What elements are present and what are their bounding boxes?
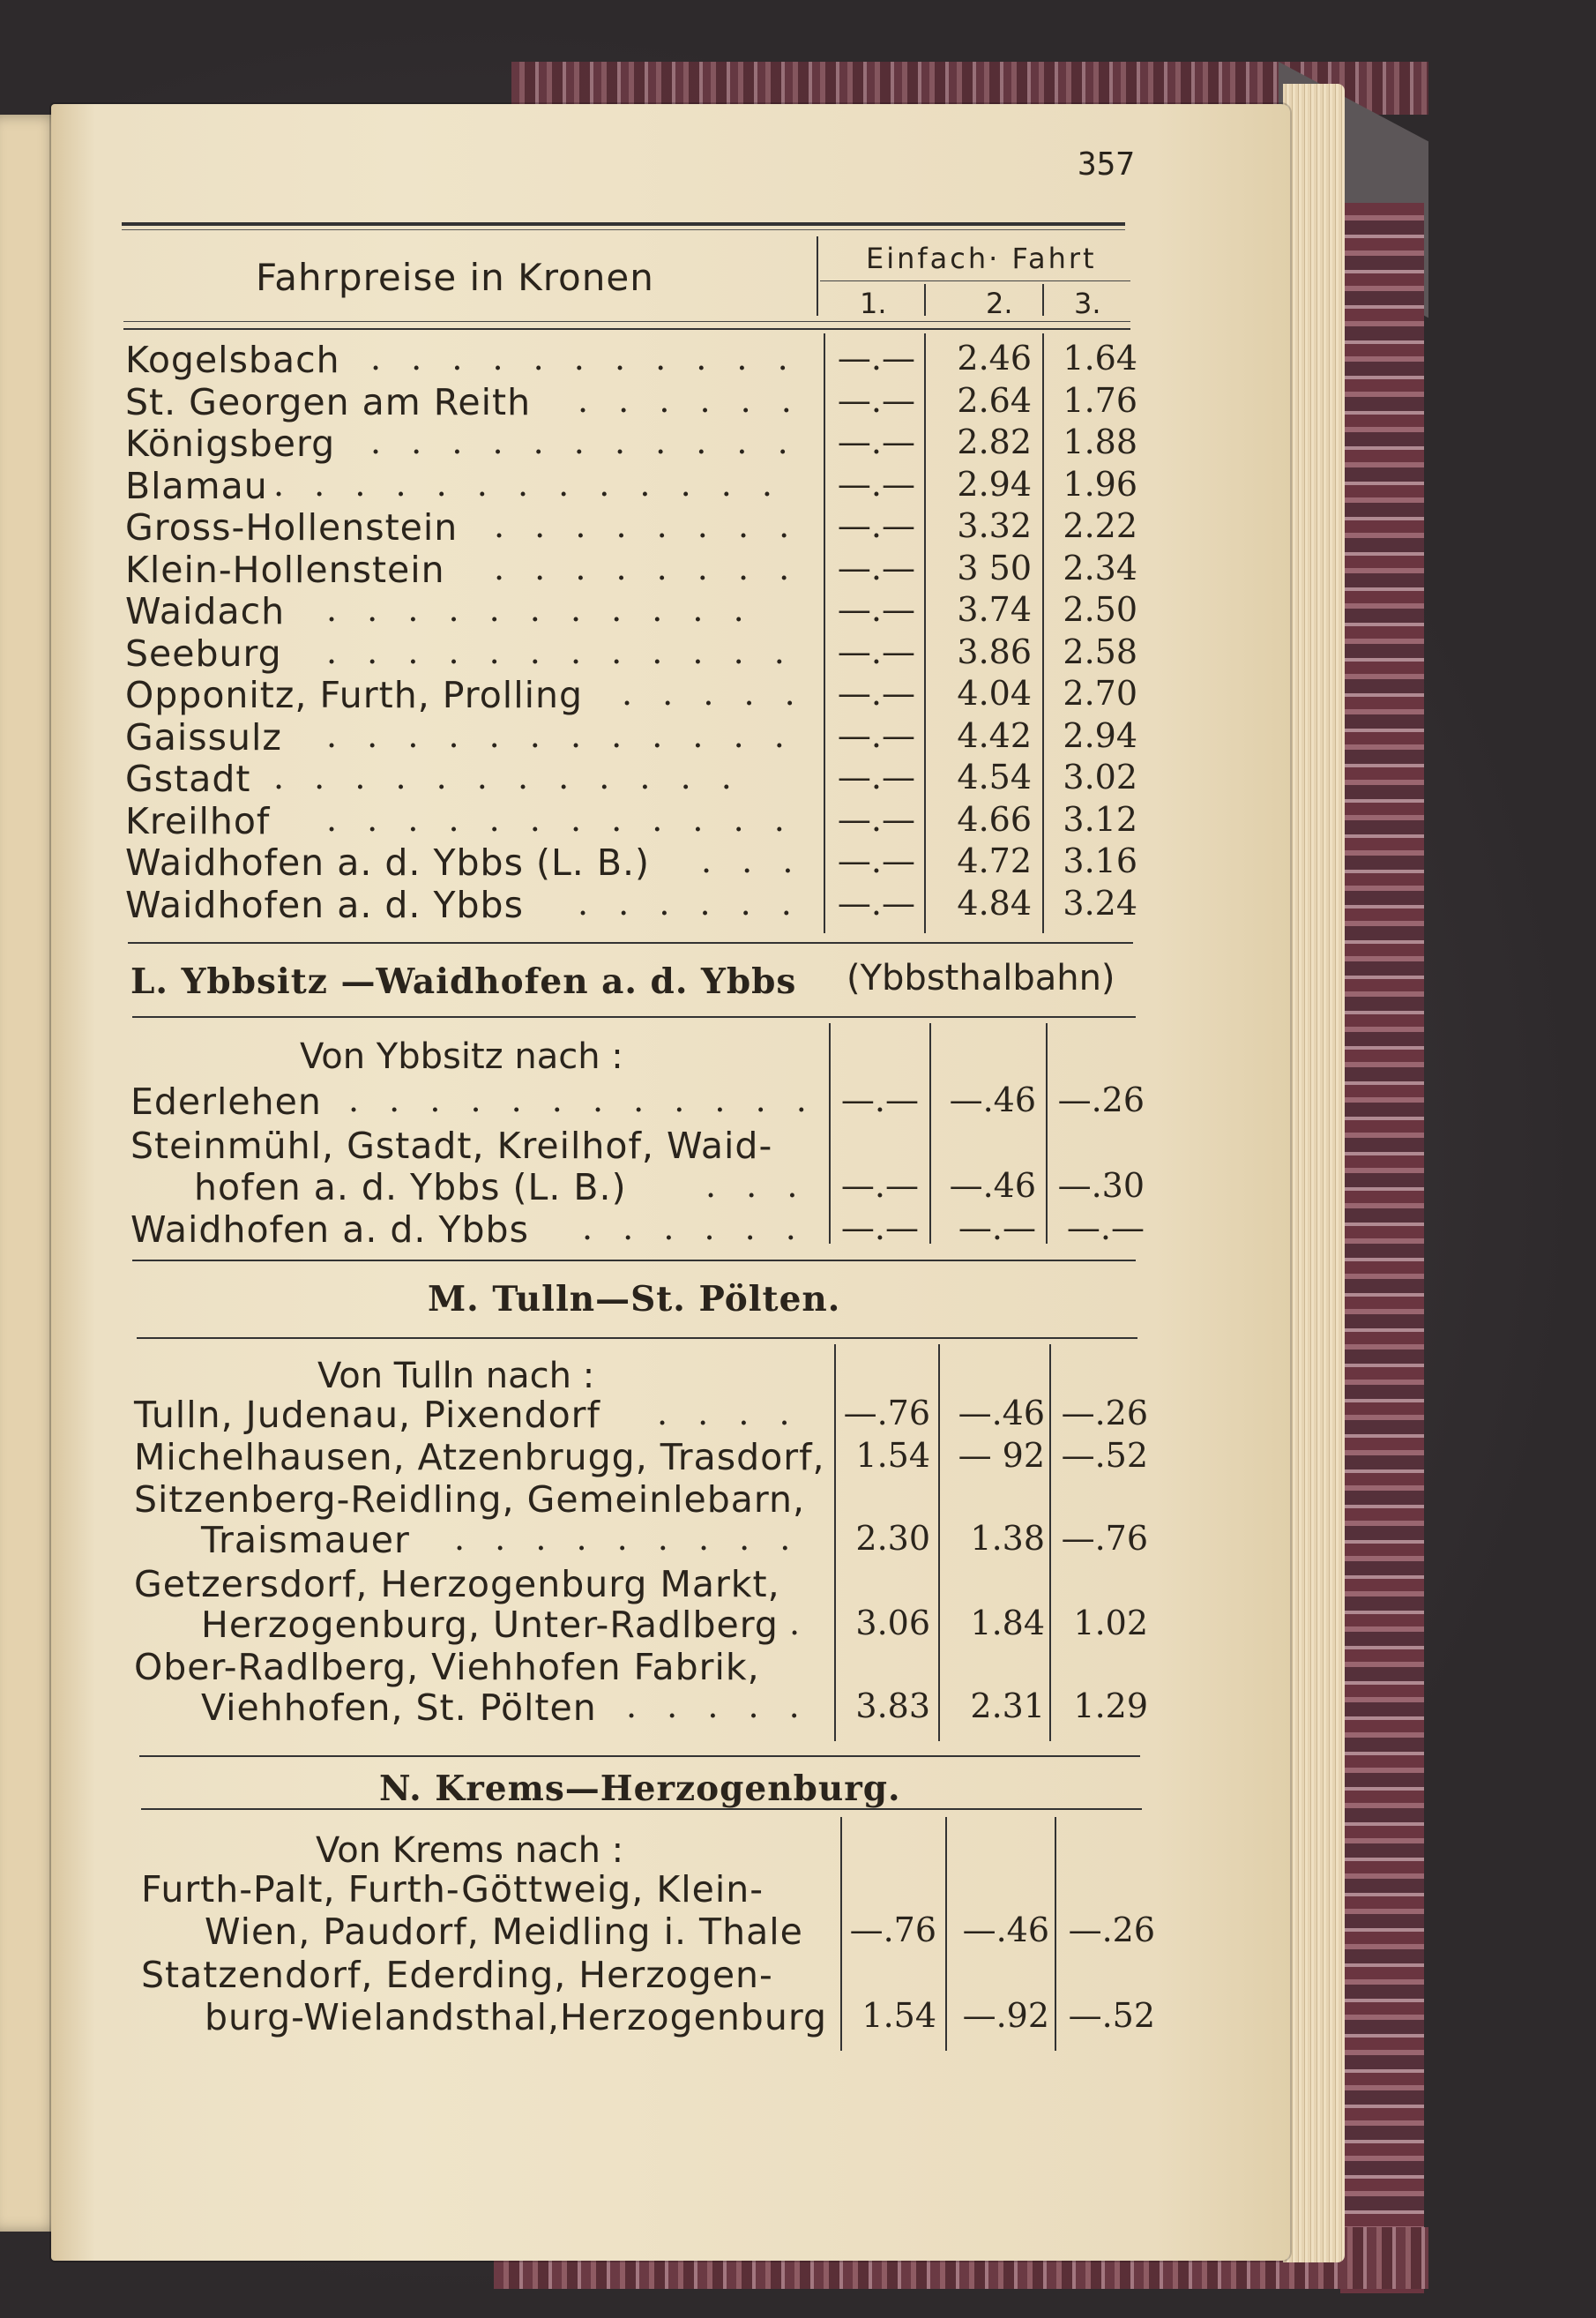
- fare-class-3: 3.02: [1063, 758, 1137, 796]
- leader-dots: . . .: [701, 841, 803, 880]
- fare-group-label: Einfach· Fahrt: [866, 242, 1097, 275]
- fare-class-2: 2.64: [957, 380, 1032, 420]
- leader-dots: . . . . . . . . . . . . .: [273, 464, 782, 504]
- fare-class-3: 3.16: [1063, 841, 1137, 880]
- fare-class-2: 3.86: [957, 632, 1032, 671]
- fare-class-3: —.—: [1066, 1208, 1145, 1247]
- stop-name: Michelhausen, Atzenbrugg, Trasdorf,: [134, 1436, 825, 1478]
- leader-dots: .: [789, 1604, 810, 1642]
- fare-class-3: 2.50: [1063, 590, 1137, 629]
- fare-class-1: 3.06: [855, 1604, 930, 1642]
- fare-class-3: —.26: [1068, 1910, 1155, 1949]
- book-cover-right: [1340, 203, 1424, 2293]
- fare-class-3: 1.96: [1063, 464, 1137, 504]
- leader-dots: . . . . . . . . . . . .: [348, 1080, 817, 1119]
- section-l-bottom-rule: [132, 1260, 1136, 1261]
- fare-class-3: 1.29: [1073, 1686, 1148, 1725]
- fare-class-1: 1.54: [861, 1996, 936, 2035]
- fare-class-1: —.—: [837, 506, 915, 545]
- stop-name: Gross-Hollenstein: [125, 506, 459, 549]
- stop-name: Opponitz, Furth, Prolling: [125, 674, 583, 716]
- fare-class-3: —.30: [1057, 1166, 1145, 1205]
- leader-dots: . . . . . . . . . . . .: [326, 632, 794, 671]
- k-col-divider-2: [924, 333, 926, 933]
- section-l-from: Von Ybbsitz nach :: [300, 1036, 623, 1077]
- stop-name: Tulln, Judenau, Pixendorf: [134, 1394, 600, 1436]
- stop-name: Kreilhof: [125, 799, 271, 842]
- fare-class-2: —.92: [962, 1996, 1049, 2035]
- fare-class-1: —.—: [837, 464, 915, 504]
- stop-name: Gstadt: [125, 758, 251, 800]
- table-title: Fahrpreise in Kronen: [256, 256, 654, 299]
- fare-class-2: 3.74: [957, 590, 1032, 629]
- fare-class-1: —.—: [837, 841, 915, 880]
- leader-dots: . . . . . .: [578, 380, 802, 420]
- fare-class-3: 1.76: [1063, 380, 1137, 420]
- fare-class-3: 1.88: [1063, 422, 1137, 461]
- leader-dots: . . . . . . . .: [494, 548, 800, 587]
- fare-class-2: 4.04: [957, 674, 1032, 713]
- fare-class-2: 3 50: [957, 548, 1032, 587]
- class-divider-2: [1042, 284, 1044, 316]
- l-col-divider-3: [1046, 1023, 1048, 1244]
- stop-name: Gaissulz: [125, 715, 282, 759]
- fare-class-2: — 92: [958, 1436, 1045, 1475]
- fare-class-2: —.—: [958, 1208, 1036, 1247]
- stop-name: Waidach: [125, 590, 286, 632]
- stop-name: Sitzenberg-Reidling, Gemeinlebarn,: [134, 1478, 806, 1521]
- class-3-header: 3.: [1074, 287, 1101, 320]
- k-table-bottom-rule: [128, 942, 1133, 944]
- fare-class-1: —.—: [837, 632, 915, 671]
- leader-dots: . . . . . .: [582, 1208, 806, 1247]
- leader-dots: . . . . . . . . . . .: [370, 339, 798, 378]
- leader-dots: . . . . . . . . .: [454, 1519, 801, 1558]
- fare-class-1: 1.54: [855, 1436, 930, 1475]
- fare-class-1: —.—: [837, 422, 915, 461]
- fare-class-1: —.76: [849, 1910, 936, 1949]
- fare-class-1: —.—: [837, 799, 915, 839]
- fare-class-1: —.—: [837, 380, 915, 420]
- fare-class-1: —.—: [837, 339, 915, 378]
- fare-class-3: 2.58: [1063, 632, 1137, 671]
- fare-class-1: 3.83: [855, 1686, 930, 1725]
- fare-class-1: 2.30: [855, 1519, 930, 1558]
- stop-name-cont: hofen a. d. Ybbs (L. B.): [194, 1166, 627, 1208]
- header-rule-thin: [122, 229, 1125, 230]
- header-divider: [817, 236, 818, 316]
- fare-class-1: —.—: [837, 674, 915, 713]
- fare-class-2: 4.84: [957, 883, 1032, 923]
- page-number: 357: [1078, 146, 1136, 183]
- leader-dots: . . . . .: [622, 674, 805, 713]
- stop-name: Ober-Radlberg, Viehhofen Fabrik,: [134, 1646, 760, 1688]
- fare-class-3: —.52: [1061, 1436, 1148, 1475]
- stop-name: St. Georgen am Reith: [125, 380, 532, 423]
- fare-class-2: 4.42: [957, 715, 1032, 755]
- fare-class-2: 3.32: [957, 506, 1032, 545]
- fare-class-1: —.—: [837, 590, 915, 629]
- section-n-from: Von Krems nach :: [316, 1830, 624, 1871]
- fare-class-1: —.—: [840, 1080, 919, 1119]
- section-n-rule: [141, 1808, 1142, 1810]
- fare-class-3: —.26: [1061, 1394, 1148, 1432]
- stop-name: Königsberg: [125, 422, 336, 465]
- leader-dots: . . . .: [657, 1394, 800, 1432]
- leader-dots: . . . . . . . .: [494, 506, 800, 545]
- fare-class-2: —.46: [958, 1394, 1045, 1432]
- fare-class-1: —.76: [843, 1394, 930, 1432]
- fare-class-3: 2.94: [1063, 715, 1137, 755]
- stop-name: Seeburg: [125, 632, 282, 675]
- fare-class-1: —.—: [837, 715, 915, 755]
- fare-class-3: —.52: [1068, 1996, 1155, 2035]
- leader-dots: . . . . . .: [578, 883, 802, 923]
- fare-class-3: 2.34: [1063, 548, 1137, 587]
- l-col-divider-2: [929, 1023, 931, 1244]
- stop-name: Waidhofen a. d. Ybbs (L. B.): [125, 841, 651, 884]
- fare-class-1: —.—: [837, 883, 915, 923]
- section-m-rule: [137, 1337, 1137, 1339]
- fare-class-3: —.26: [1057, 1080, 1145, 1119]
- fare-class-3: 1.02: [1073, 1604, 1148, 1642]
- fare-class-1: —.—: [840, 1208, 919, 1247]
- leader-dots: . . . . . . . . . . .: [370, 422, 798, 461]
- m-col-divider-3: [1049, 1344, 1051, 1741]
- m-col-divider-2: [938, 1344, 940, 1741]
- fare-class-2: 2.94: [957, 464, 1032, 504]
- stop-name-cont: Viehhofen, St. Pölten: [201, 1686, 597, 1729]
- leader-dots: . . . . . . . . . . . .: [326, 715, 794, 755]
- leader-dots: . . . . . . . . . . . .: [273, 758, 742, 796]
- class-divider-1: [924, 284, 926, 316]
- header-rule-top: [122, 222, 1125, 226]
- stop-name: Statzendorf, Ederding, Herzogen-: [141, 1954, 773, 1996]
- fare-class-2: 2.31: [970, 1686, 1045, 1725]
- fare-class-3: 1.64: [1063, 339, 1137, 378]
- fare-class-3: 3.24: [1063, 883, 1137, 923]
- stop-name: Furth-Palt, Furth-Göttweig, Klein-: [141, 1868, 764, 1910]
- stop-name: Getzersdorf, Herzogenburg Markt,: [134, 1563, 780, 1605]
- fare-class-1: —.—: [837, 758, 915, 796]
- fare-class-2: —.46: [949, 1080, 1036, 1119]
- fare-class-2: 1.84: [970, 1604, 1045, 1642]
- fare-class-3: 3.12: [1063, 799, 1137, 839]
- stop-name: Waidhofen a. d. Ybbs: [131, 1208, 529, 1251]
- section-n-title: N. Krems—Herzogenburg.: [379, 1768, 901, 1809]
- section-l-title: L. Ybbsitz —Waidhofen a. d. Ybbs: [131, 961, 797, 1002]
- fare-class-2: 2.46: [957, 339, 1032, 378]
- leader-dots: . . .: [705, 1166, 808, 1205]
- m-col-divider-1: [834, 1344, 836, 1741]
- fare-class-2: —.46: [962, 1910, 1049, 1949]
- class-1-header: 1.: [860, 287, 887, 320]
- header-rule-bottom-2: [123, 328, 1130, 330]
- fare-class-2: —.46: [949, 1166, 1036, 1205]
- fare-class-2: 2.82: [957, 422, 1032, 461]
- fare-class-3: 2.22: [1063, 506, 1137, 545]
- section-m-bottom-rule: [139, 1755, 1140, 1757]
- stop-name-cont: burg-Wielandsthal,Herzogenburg: [205, 1996, 827, 2038]
- fare-class-2: 4.72: [957, 841, 1032, 880]
- leader-dots: . . . . .: [626, 1686, 809, 1725]
- stop-name-cont: Traismauer: [201, 1519, 410, 1561]
- fare-class-3: —.76: [1061, 1519, 1148, 1558]
- section-m-from: Von Tulln nach :: [317, 1356, 595, 1396]
- n-col-divider-1: [840, 1817, 842, 2051]
- page-edges: [1283, 84, 1345, 2262]
- stop-name-cont: Herzogenburg, Unter-Radlberg: [201, 1604, 779, 1646]
- fare-class-2: 4.54: [957, 758, 1032, 796]
- stop-name: Waidhofen a. d. Ybbs: [125, 883, 524, 926]
- fare-class-1: —.—: [837, 548, 915, 587]
- leader-dots: . . . . . . . . . . .: [326, 590, 754, 629]
- section-m-title: M. Tulln—St. Pölten.: [428, 1279, 841, 1320]
- class-2-header: 2.: [986, 287, 1013, 320]
- header-rule-bottom: [123, 321, 1130, 322]
- stop-name: Kogelsbach: [125, 339, 340, 381]
- stop-name: Klein-Hollenstein: [125, 548, 445, 591]
- stop-name: Blamau: [125, 464, 268, 507]
- fare-class-2: 4.66: [957, 799, 1032, 839]
- k-col-divider-3: [1042, 333, 1044, 933]
- fare-class-1: —.—: [840, 1166, 919, 1205]
- fare-class-3: 2.70: [1063, 674, 1137, 713]
- section-l-subtitle: (Ybbsthalbahn): [846, 958, 1115, 998]
- fare-group-rule: [820, 280, 1130, 281]
- section-l-rule: [132, 1016, 1136, 1018]
- k-col-divider-1: [824, 333, 825, 933]
- leader-dots: . . . . . . . . . . . .: [326, 799, 794, 839]
- n-col-divider-2: [945, 1817, 947, 2051]
- stop-name: Steinmühl, Gstadt, Kreilhof, Waid-: [131, 1125, 773, 1167]
- stop-name-cont: Wien, Paudorf, Meidling i. Thale: [205, 1910, 803, 1953]
- fare-class-2: 1.38: [970, 1519, 1045, 1558]
- stop-name: Ederlehen: [131, 1080, 322, 1123]
- n-col-divider-3: [1055, 1817, 1056, 2051]
